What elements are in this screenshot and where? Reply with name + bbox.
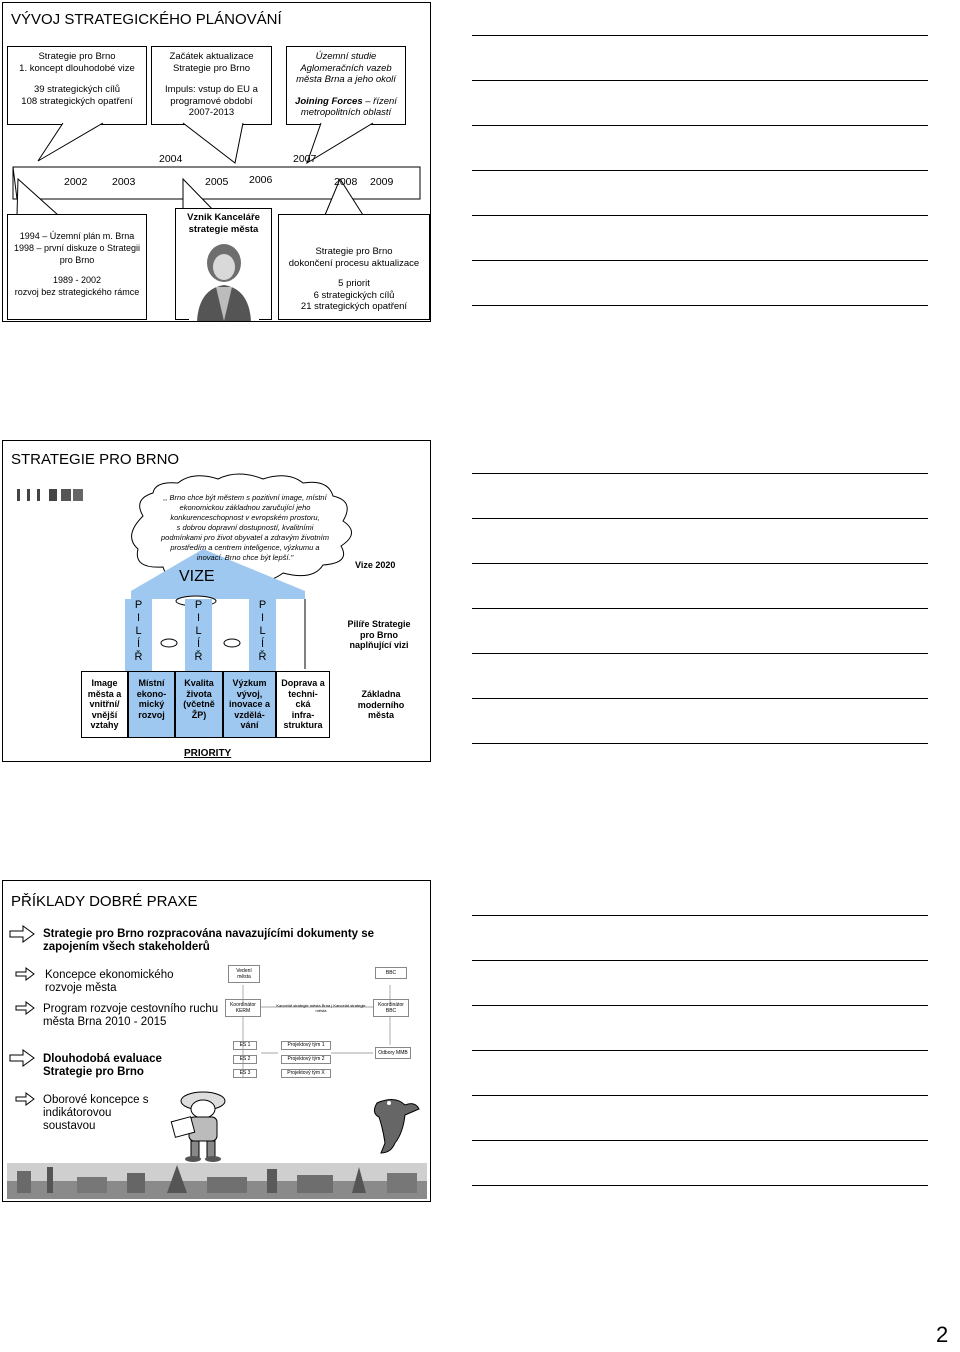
year-2008: 2008 — [334, 176, 358, 188]
slide-strategie — [2, 440, 431, 762]
base-caption: Základna moderního města — [357, 689, 405, 720]
pillar-2: P I L Í Ř — [185, 599, 212, 673]
org-vedeni: Vedení města — [228, 965, 260, 983]
history-box: 1994 – Územní plán m. Brna 1998 – první diskuze o Strategii pro Brno 1989 - 2002 rozvoj bez strategického rámce — [7, 214, 147, 320]
org-team-x: Projektový tým X — [281, 1069, 331, 1078]
note-line — [472, 1050, 928, 1051]
priority-kvalita: Kvalita života (včetně ŽP) — [175, 671, 223, 738]
practice-item-3: Program rozvoje cestovního ruchu města Brna 2010 - 2015 — [43, 1003, 219, 1028]
note-line — [472, 698, 928, 699]
slide-title: VÝVOJ STRATEGICKÉHO PLÁNOVÁNÍ — [11, 11, 282, 28]
note-line — [472, 563, 928, 564]
priority-label: PRIORITY — [184, 748, 232, 759]
practice-item-1: Strategie pro Brno rozpracována navazujícími dokumenty se zapojením všech stakeholderů — [43, 928, 375, 953]
org-chart — [223, 963, 423, 1083]
note-line — [472, 1185, 928, 1186]
crocodile-cartoon — [365, 1093, 423, 1157]
slide-priklady — [2, 880, 431, 1202]
note-line — [472, 305, 928, 306]
callout-box-2007: Územní studie Aglomeračních vazeb města Brna a jeho okolí Joining Forces – řízení metropolitních oblastí — [286, 46, 406, 125]
page-number: 2 — [936, 1322, 949, 1347]
callout-box-2002: Strategie pro Brno 1. koncept dlouhodobé vize 39 strategických cílů 108 strategických opatření — [7, 46, 147, 125]
note-line — [472, 743, 928, 744]
note-line — [472, 653, 928, 654]
callout-box-2004: Začátek aktualizace Strategie pro Brno Impuls: vstup do EU a programové období 2007-2013 — [151, 46, 272, 125]
arrow-icon — [15, 1092, 35, 1106]
year-2005: 2005 — [205, 176, 229, 188]
vize-2020-label: Vize 2020 — [355, 560, 396, 570]
priority-image: Image města a vnitřní/ vnější vztahy — [81, 671, 128, 738]
org-es-3: ES 3 — [233, 1069, 257, 1078]
org-koord-kerm: Koordinátor KERM — [225, 999, 261, 1017]
vision-cloud-text: ,, Brno chce být městem s pozitivní image, místní ekonomickou základnou zaručující jeho konkurenceschopnost v evropském prostoru, s dobrou dopravní dostupností, kvalitními podmínkami pro život obyvatel a zdravým životním prostředím a centrem inteligence, výzkumu a inovací. Brno chce být lepší." — [161, 493, 329, 562]
practice-item-5: Oborové koncepce s indikátorovou soustavou — [43, 1094, 149, 1132]
slide-vyvoj — [2, 2, 431, 322]
pillar-1: P I L Í Ř — [125, 599, 152, 673]
note-line — [472, 518, 928, 519]
vize-label: VIZE — [179, 568, 215, 585]
org-koord-bbc: Koordinátor BBC — [373, 999, 409, 1017]
kancelar-box: Vznik Kanceláře strategie města — [175, 208, 272, 320]
note-line — [472, 960, 928, 961]
note-line — [472, 125, 928, 126]
note-line — [472, 260, 928, 261]
arrow-icon — [15, 1001, 35, 1015]
slide-title: STRATEGIE PRO BRNO — [11, 451, 180, 468]
note-line — [472, 1095, 928, 1096]
city-panorama — [7, 1163, 427, 1199]
org-kancelar: Kancelář strategie města Brna | Kancelář strategie města — [276, 1003, 366, 1013]
note-line — [472, 473, 928, 474]
portrait-photo — [189, 237, 259, 321]
note-line — [472, 1005, 928, 1006]
year-2006: 2006 — [249, 174, 273, 186]
explorer-cartoon — [163, 1085, 243, 1163]
org-team-1: Projektový tým 1 — [281, 1041, 331, 1050]
org-odbory: Odbory MMB — [375, 1047, 411, 1059]
year-2002: 2002 — [64, 176, 88, 188]
arrow-icon-large — [9, 1049, 35, 1067]
year-2004: 2004 — [159, 153, 183, 165]
note-line — [472, 1140, 928, 1141]
priority-ekonomika: Místní ekono- mický rozvoj — [128, 671, 175, 738]
slide-title: PŘÍKLADY DOBRÉ PRAXE — [11, 893, 198, 910]
note-line — [472, 170, 928, 171]
arrow-icon — [15, 967, 35, 981]
priority-vyzkum: Výzkum vývoj, inovace a vzdělá- vání — [223, 671, 276, 738]
practice-item-2: Koncepce ekonomického rozvoje města — [45, 969, 174, 994]
note-line — [472, 915, 928, 916]
org-bbc: BBC — [375, 967, 407, 979]
note-line — [472, 35, 928, 36]
year-2003: 2003 — [112, 176, 136, 188]
year-2009: 2009 — [370, 176, 394, 188]
priority-doprava: Doprava a techni- cká infra- struktura — [276, 671, 330, 738]
note-line — [472, 80, 928, 81]
strategy-box: Strategie pro Brno dokončení procesu aktualizace 5 priorit 6 strategických cílů 21 strategických opatření — [278, 214, 430, 320]
org-es-1: ES 1 — [233, 1041, 257, 1050]
pillar-3: P I L Í Ř — [249, 599, 276, 673]
org-es-2: ES 2 — [233, 1055, 257, 1064]
note-line — [472, 215, 928, 216]
year-2007: 2007 — [293, 153, 317, 165]
pillars-caption: Pilíře Strategie pro Brno naplňující vizi — [347, 619, 411, 650]
org-team-2: Projektový tým 2 — [281, 1055, 331, 1064]
practice-item-4: Dlouhodobá evaluace Strategie pro Brno — [43, 1053, 162, 1078]
note-line — [472, 608, 928, 609]
arrow-icon-large — [9, 925, 35, 943]
